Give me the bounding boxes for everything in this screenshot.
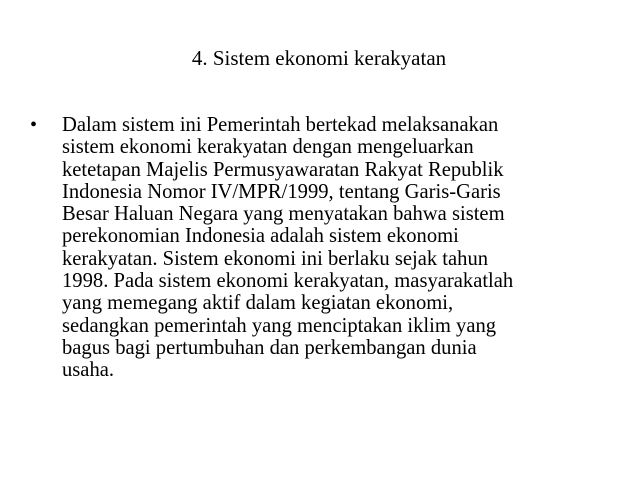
- paragraph-line: sistem ekonomi kerakyatan dengan mengeluarkan: [62, 136, 474, 159]
- paragraph-line: sedangkan pemerintah yang menciptakan iklim yang: [62, 314, 497, 337]
- paragraph-line: 1998. Pada sistem ekonomi kerakyatan, masyarakatlah: [62, 270, 514, 293]
- paragraph-line: ketetapan Majelis Permusyawaratan Rakyat Republik: [62, 158, 504, 181]
- paragraph-line: Indonesia Nomor IV/MPR/1999, tentang Garis-Garis: [62, 180, 501, 203]
- bullet-marker: •: [30, 114, 38, 136]
- paragraph-line: Besar Haluan Negara yang menyatakan bahwa sistem: [62, 203, 505, 226]
- bullet-item: [30, 114, 600, 382]
- paragraph-line: Dalam sistem ini Pemerintah bertekad melaksanakan: [62, 114, 499, 136]
- paragraph-line: perekonomian Indonesia adalah sistem ekonomi: [62, 225, 459, 248]
- paragraph-line: kerakyatan. Sistem ekonomi ini berlaku sejak tahun: [62, 247, 489, 270]
- bullet-list: [30, 114, 600, 382]
- slide-title: 4. Sistem ekonomi kerakyatan: [191, 46, 447, 70]
- paragraph-line: yang memegang aktif dalam kegiatan ekonomi,: [62, 292, 454, 315]
- paragraph-line: bagus bagi pertumbuhan dan perkembangan dunia: [62, 336, 477, 359]
- paragraph-line: usaha.: [62, 359, 115, 382]
